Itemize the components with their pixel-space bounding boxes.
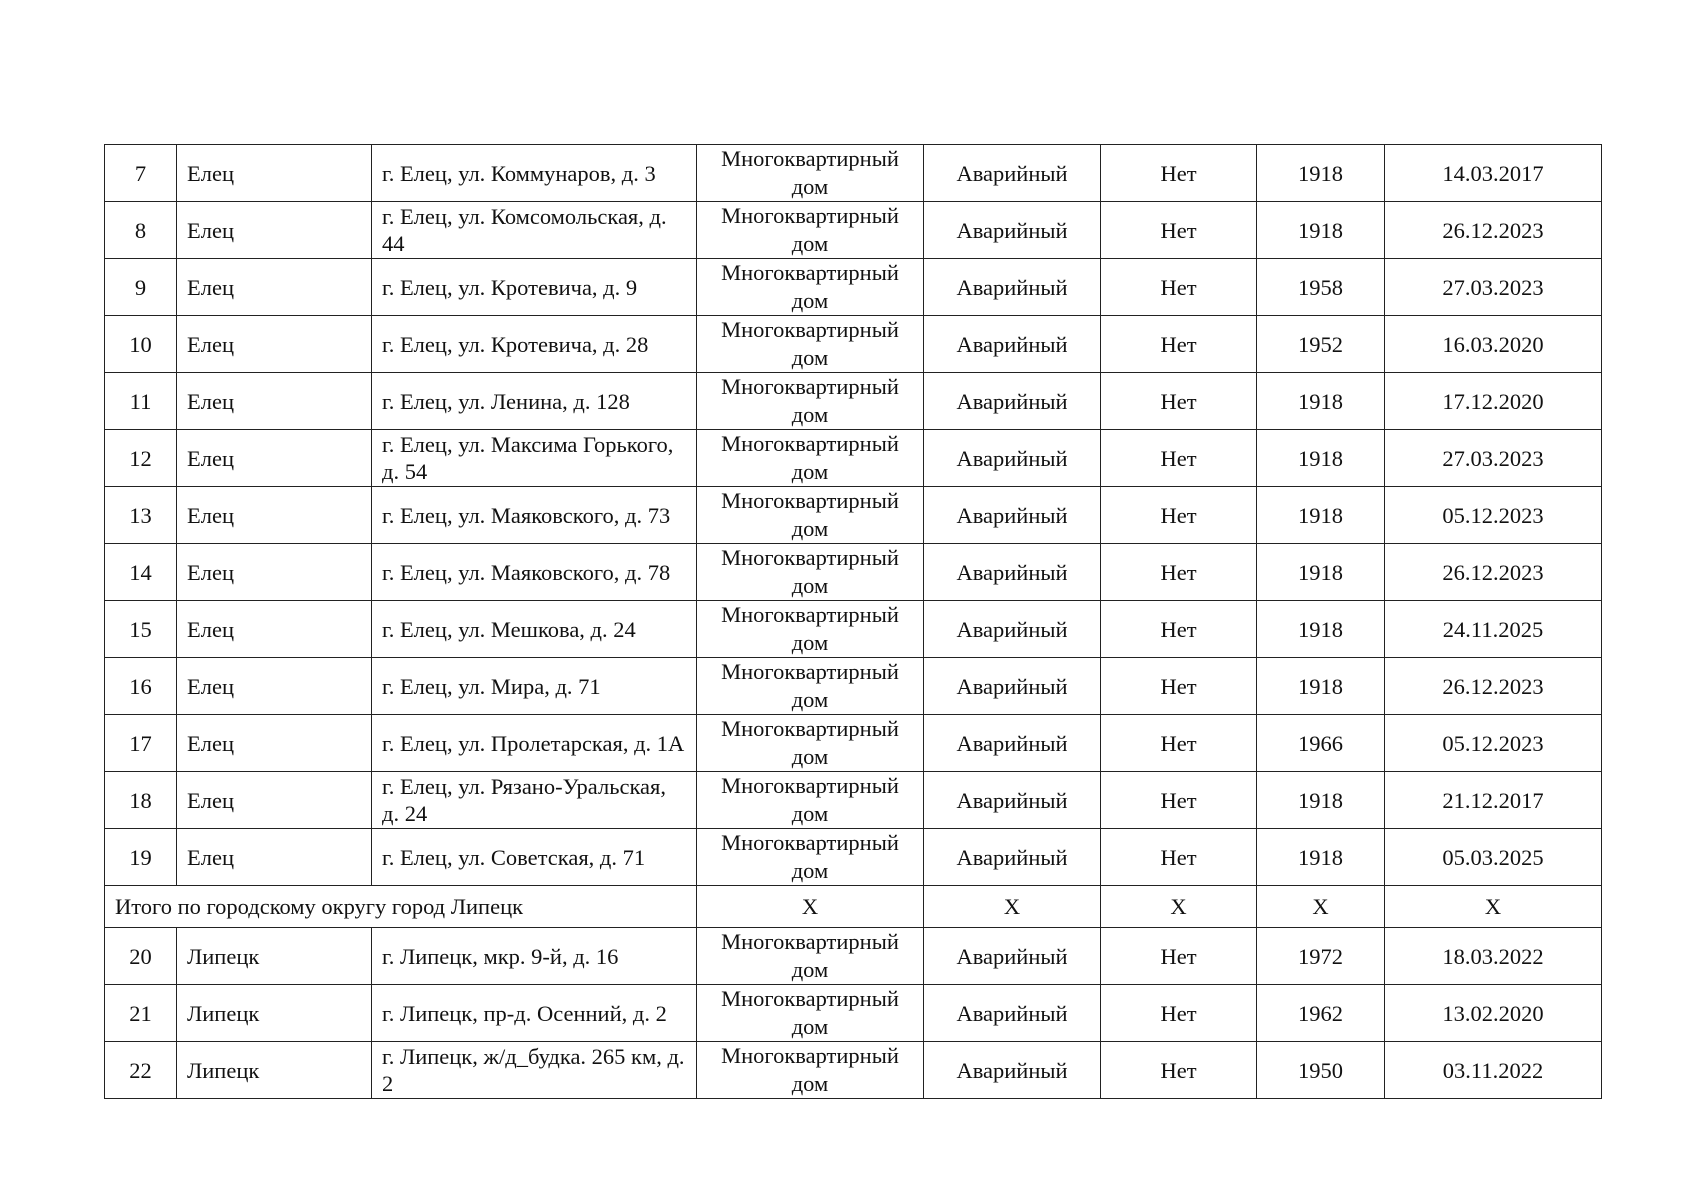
date-cell: 27.03.2023: [1385, 430, 1602, 487]
city-cell: Липецк: [177, 1042, 372, 1099]
row-number: 18: [105, 772, 177, 829]
address-cell: г. Елец, ул. Максима Горького, д. 54: [372, 430, 697, 487]
table-row: [105, 985, 1602, 1042]
condition-cell: Аварийный: [924, 772, 1101, 829]
condition-cell: Аварийный: [924, 985, 1101, 1042]
city-cell: Елец: [177, 316, 372, 373]
total-mark-state: Х: [924, 886, 1101, 928]
building-type-cell: Многоквартирный дом: [697, 373, 924, 430]
date-cell: 26.12.2023: [1385, 658, 1602, 715]
city-cell: Елец: [177, 373, 372, 430]
address-cell: г. Елец, ул. Маяковского, д. 78: [372, 544, 697, 601]
total-mark-flag: Х: [1101, 886, 1257, 928]
city-cell: Елец: [177, 202, 372, 259]
address-cell: г. Елец, ул. Мира, д. 71: [372, 658, 697, 715]
flag-cell: Нет: [1101, 829, 1257, 886]
row-number: 14: [105, 544, 177, 601]
building-type-cell: Многоквартирный дом: [697, 928, 924, 985]
flag-cell: Нет: [1101, 601, 1257, 658]
row-number: 8: [105, 202, 177, 259]
year-cell: 1962: [1257, 985, 1385, 1042]
building-type-cell: Многоквартирный дом: [697, 658, 924, 715]
table-row: [105, 829, 1602, 886]
year-cell: 1918: [1257, 430, 1385, 487]
building-type-cell: Многоквартирный дом: [697, 430, 924, 487]
table-row: [105, 658, 1602, 715]
building-type-cell: Многоквартирный дом: [697, 829, 924, 886]
total-row: [105, 886, 1602, 928]
table-row: [105, 145, 1602, 202]
year-cell: 1958: [1257, 259, 1385, 316]
building-type-cell: Многоквартирный дом: [697, 772, 924, 829]
condition-cell: Аварийный: [924, 145, 1101, 202]
table-row: [105, 544, 1602, 601]
condition-cell: Аварийный: [924, 316, 1101, 373]
address-cell: г. Елец, ул. Коммунаров, д. 3: [372, 145, 697, 202]
flag-cell: Нет: [1101, 1042, 1257, 1099]
year-cell: 1918: [1257, 544, 1385, 601]
city-cell: Елец: [177, 544, 372, 601]
building-type-cell: Многоквартирный дом: [697, 259, 924, 316]
table-row: [105, 259, 1602, 316]
date-cell: 16.03.2020: [1385, 316, 1602, 373]
row-number: 15: [105, 601, 177, 658]
year-cell: 1918: [1257, 145, 1385, 202]
city-cell: Елец: [177, 658, 372, 715]
row-number: 9: [105, 259, 177, 316]
city-cell: Елец: [177, 715, 372, 772]
year-cell: 1918: [1257, 829, 1385, 886]
city-cell: Елец: [177, 430, 372, 487]
flag-cell: Нет: [1101, 658, 1257, 715]
year-cell: 1918: [1257, 373, 1385, 430]
condition-cell: Аварийный: [924, 715, 1101, 772]
address-cell: г. Елец, ул. Рязано-Уральская, д. 24: [372, 772, 697, 829]
year-cell: 1918: [1257, 601, 1385, 658]
date-cell: 13.02.2020: [1385, 985, 1602, 1042]
date-cell: 05.12.2023: [1385, 487, 1602, 544]
table-row: [105, 373, 1602, 430]
flag-cell: Нет: [1101, 145, 1257, 202]
row-number: 22: [105, 1042, 177, 1099]
address-cell: г. Липецк, мкр. 9-й, д. 16: [372, 928, 697, 985]
date-cell: 26.12.2023: [1385, 202, 1602, 259]
condition-cell: Аварийный: [924, 259, 1101, 316]
address-cell: г. Елец, ул. Ленина, д. 128: [372, 373, 697, 430]
year-cell: 1918: [1257, 658, 1385, 715]
year-cell: 1952: [1257, 316, 1385, 373]
date-cell: 27.03.2023: [1385, 259, 1602, 316]
row-number: 7: [105, 145, 177, 202]
row-number: 20: [105, 928, 177, 985]
city-cell: Елец: [177, 829, 372, 886]
address-cell: г. Елец, ул. Советская, д. 71: [372, 829, 697, 886]
flag-cell: Нет: [1101, 202, 1257, 259]
building-type-cell: Многоквартирный дом: [697, 985, 924, 1042]
year-cell: 1918: [1257, 487, 1385, 544]
housing-table: [104, 144, 1602, 1099]
date-cell: 14.03.2017: [1385, 145, 1602, 202]
condition-cell: Аварийный: [924, 1042, 1101, 1099]
row-number: 21: [105, 985, 177, 1042]
table-row: [105, 1042, 1602, 1099]
condition-cell: Аварийный: [924, 658, 1101, 715]
city-cell: Елец: [177, 259, 372, 316]
flag-cell: Нет: [1101, 544, 1257, 601]
flag-cell: Нет: [1101, 985, 1257, 1042]
table-row: [105, 430, 1602, 487]
building-type-cell: Многоквартирный дом: [697, 1042, 924, 1099]
date-cell: 05.03.2025: [1385, 829, 1602, 886]
building-type-cell: Многоквартирный дом: [697, 316, 924, 373]
row-number: 12: [105, 430, 177, 487]
row-number: 11: [105, 373, 177, 430]
row-number: 10: [105, 316, 177, 373]
table-row: [105, 316, 1602, 373]
flag-cell: Нет: [1101, 316, 1257, 373]
condition-cell: Аварийный: [924, 928, 1101, 985]
date-cell: 24.11.2025: [1385, 601, 1602, 658]
flag-cell: Нет: [1101, 715, 1257, 772]
condition-cell: Аварийный: [924, 373, 1101, 430]
table-row: [105, 928, 1602, 985]
flag-cell: Нет: [1101, 487, 1257, 544]
row-number: 17: [105, 715, 177, 772]
address-cell: г. Липецк, ж/д_будка. 265 км, д. 2: [372, 1042, 697, 1099]
city-cell: Елец: [177, 145, 372, 202]
total-mark-year: Х: [1257, 886, 1385, 928]
year-cell: 1918: [1257, 202, 1385, 259]
row-number: 16: [105, 658, 177, 715]
flag-cell: Нет: [1101, 373, 1257, 430]
condition-cell: Аварийный: [924, 829, 1101, 886]
total-label: Итого по городскому округу город Липецк: [105, 886, 697, 928]
building-type-cell: Многоквартирный дом: [697, 145, 924, 202]
total-mark-date: Х: [1385, 886, 1602, 928]
date-cell: 18.03.2022: [1385, 928, 1602, 985]
building-type-cell: Многоквартирный дом: [697, 202, 924, 259]
building-type-cell: Многоквартирный дом: [697, 544, 924, 601]
address-cell: г. Елец, ул. Комсомольская, д. 44: [372, 202, 697, 259]
city-cell: Елец: [177, 487, 372, 544]
building-type-cell: Многоквартирный дом: [697, 601, 924, 658]
building-type-cell: Многоквартирный дом: [697, 487, 924, 544]
table-row: [105, 202, 1602, 259]
date-cell: 26.12.2023: [1385, 544, 1602, 601]
city-cell: Елец: [177, 601, 372, 658]
condition-cell: Аварийный: [924, 601, 1101, 658]
row-number: 19: [105, 829, 177, 886]
condition-cell: Аварийный: [924, 487, 1101, 544]
condition-cell: Аварийный: [924, 430, 1101, 487]
table-row: [105, 772, 1602, 829]
city-cell: Елец: [177, 772, 372, 829]
condition-cell: Аварийный: [924, 202, 1101, 259]
address-cell: г. Елец, ул. Кротевича, д. 9: [372, 259, 697, 316]
address-cell: г. Елец, ул. Пролетарская, д. 1А: [372, 715, 697, 772]
flag-cell: Нет: [1101, 928, 1257, 985]
flag-cell: Нет: [1101, 430, 1257, 487]
address-cell: г. Елец, ул. Кротевича, д. 28: [372, 316, 697, 373]
total-mark-type: Х: [697, 886, 924, 928]
address-cell: г. Липецк, пр-д. Осенний, д. 2: [372, 985, 697, 1042]
year-cell: 1950: [1257, 1042, 1385, 1099]
date-cell: 05.12.2023: [1385, 715, 1602, 772]
year-cell: 1918: [1257, 772, 1385, 829]
table-row: [105, 601, 1602, 658]
table-row: [105, 715, 1602, 772]
table-row: [105, 487, 1602, 544]
date-cell: 17.12.2020: [1385, 373, 1602, 430]
flag-cell: Нет: [1101, 772, 1257, 829]
row-number: 13: [105, 487, 177, 544]
flag-cell: Нет: [1101, 259, 1257, 316]
year-cell: 1972: [1257, 928, 1385, 985]
date-cell: 21.12.2017: [1385, 772, 1602, 829]
date-cell: 03.11.2022: [1385, 1042, 1602, 1099]
city-cell: Липецк: [177, 985, 372, 1042]
table-body: [105, 145, 1602, 1099]
city-cell: Липецк: [177, 928, 372, 985]
building-type-cell: Многоквартирный дом: [697, 715, 924, 772]
year-cell: 1966: [1257, 715, 1385, 772]
address-cell: г. Елец, ул. Маяковского, д. 73: [372, 487, 697, 544]
condition-cell: Аварийный: [924, 544, 1101, 601]
address-cell: г. Елец, ул. Мешкова, д. 24: [372, 601, 697, 658]
